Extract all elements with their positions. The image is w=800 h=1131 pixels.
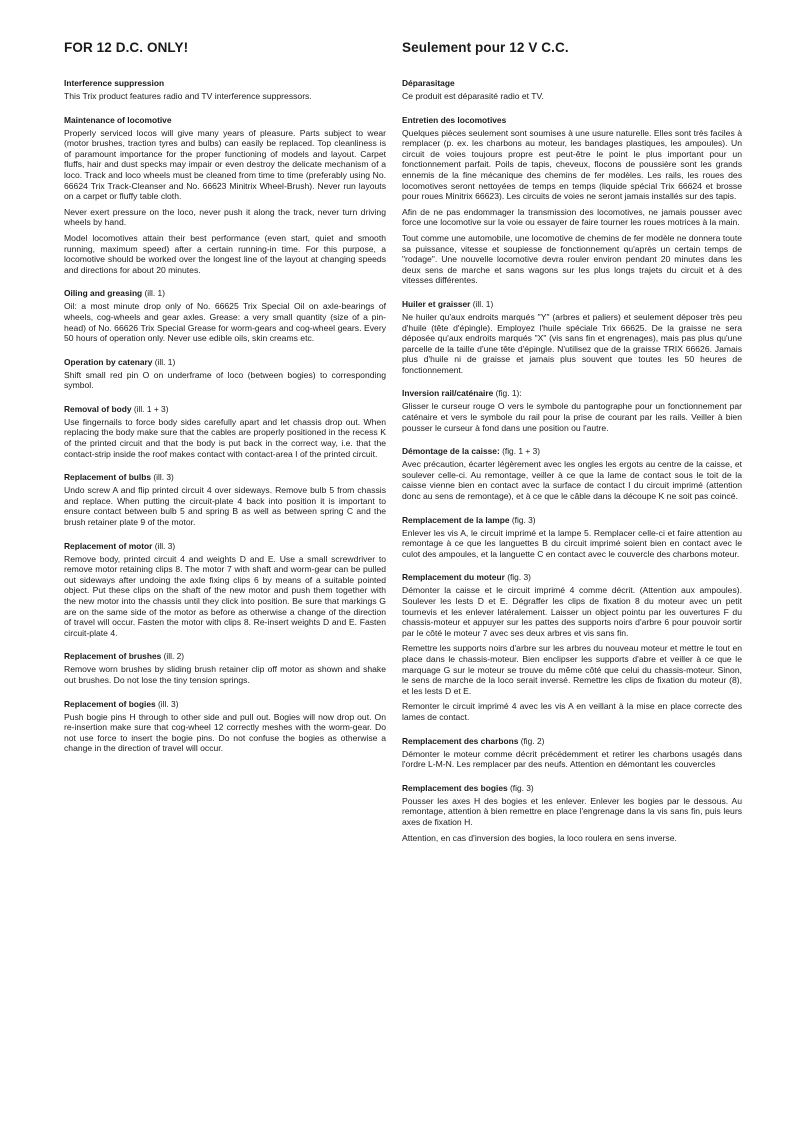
section: [64, 357, 386, 391]
section: [64, 472, 386, 527]
section-heading: [64, 115, 386, 125]
section-heading: [402, 388, 742, 398]
paragraph: Ne huiler qu'aux endroits marqués "Y" (arbres et paliers) et seulement déposer très peu d'huile (tête d'épingle). Employez l'huile spéciale Trix 66625. De la graisse ne sera déposée qu'aux endroits marqués "X" (vis sans fin et engrenages), mais pas plus qu'une parcelle de la taille d'une tête d'épingle. N'utilisez que de la graisse TRIX 66626. Jamais plus d'huile ni de graisse et jamais plus souvent que toutes les 50 heures de fonctionnement.: [402, 311, 742, 375]
section-heading: [64, 357, 386, 367]
section: [402, 515, 742, 560]
paragraph: Model locomotives attain their best performance (even start, quiet and smooth running, maximum speed) after a certain running-in time. For this purpose, a locomotive should be worked over the longest line of the layout at changing speeds and directions for about 20 minutes.: [64, 232, 386, 275]
section-heading-text: Entretien des locomotives: [402, 114, 507, 125]
illustration-reference: (ill. 3): [153, 472, 174, 483]
section-heading-text: Operation by catenary: [64, 356, 153, 367]
paragraph: Shift small red pin O on underframe of loco (between bogies) to corresponding symbol.: [64, 369, 386, 391]
english-sections: [64, 78, 386, 754]
section-heading-text: Démontage de la caisse:: [402, 446, 500, 457]
section: [402, 446, 742, 501]
paragraph: Push bogie pins H through to other side and pull out. Bogies will now drop out. On re-insertion make sure that cog-wheel 12 correctly meshes with the worm-gear. Do not use force to insert the bogie pins. Do not confuse the bogies as otherwise a change in the direction of travel will occur.: [64, 711, 386, 754]
section-heading: [402, 736, 742, 746]
illustration-reference: (fig. 3): [509, 782, 534, 793]
section-heading-text: Déparasitage: [402, 78, 455, 88]
section: [402, 78, 742, 102]
section-heading: [64, 288, 386, 298]
section-heading: [64, 541, 386, 551]
section: [402, 299, 742, 376]
illustration-reference: (ill. 2): [163, 651, 185, 662]
section-heading: [64, 699, 386, 709]
illustration-reference: (ill. 1): [154, 356, 176, 367]
section-heading-text: Remplacement des charbons: [402, 735, 519, 746]
section-heading: [402, 115, 742, 125]
french-sections: [402, 78, 742, 843]
section: [64, 404, 386, 459]
section: [402, 572, 742, 722]
paragraph: Démonter le moteur comme décrit précédemment et retirer les charbons usagés dans l'ordre L-M-N. Les remplacer par des neufs. Attention en démontant les couvercles: [402, 748, 742, 770]
paragraph: Avec précaution, écarter légèrement avec les ongles les ergots au centre de la caisse, et soulever celle-ci. Au remontage, veiller à ce que la lame de contact sous le toit de la caisse vienne bien en contact avec la surface de contact I du circuit imprimé (attention donc au sens de remontage), et à ce que le câble dans la découpe K ne soit pas coincé.: [402, 459, 742, 502]
section-heading-text: Remplacement du moteur: [402, 572, 505, 583]
paragraph: Remove body, printed circuit 4 and weights D and E. Use a small screwdriver to remove motor retaining clips 8. The motor 7 with shaft and worm-gear can be pulled out sideways after undoing the axle fixing clips 6 by means of a suitable pointed object. Put these clips on the shaft of the new motor and push them together with the new motor into the chassis until they click into position. Be sure that markings G are on the same side of the motor as before as otherwise a change of the direction of travel will occur. Fasten the motor with clips 8. Re-insert weights D and E. Fasten circuit-plate 4.: [64, 553, 386, 638]
section: [402, 736, 742, 770]
section: [64, 699, 386, 754]
paragraph: Quelques pièces seulement sont soumises à une usure naturelle. Elles sont très faciles à remplacer (p. ex. les charbons au moteur, les bandages plastiques, les ampoules). Un circuit de voies toujours propre est peut-être le point le plus important pour un fonctionnement parfait. Poils de tapis, cheveux, flocons de poussière sont les grands ennemis de la fine mécanique des chemins de fer modèles. Les rails, les roues des locomotives seront nettoyées de temps en temps (liquide spécial Trix 66624 et brosse pour roues Minitrix 66623). Les circuits de voies ne seront jamais installés sur des tapis.: [402, 127, 742, 202]
paragraph: Undo screw A and flip printed circuit 4 over sideways. Remove bulb 5 from chassis and replace. When putting the circuit-plate 4 back into position it is important to ensure contact between bulb 5 and spring B as well as between spring C and the brush retainer plate 9 of the motor.: [64, 485, 386, 528]
paragraph: Afin de ne pas endommager la transmission des locomotives, ne jamais pousser avec force une locomotive sur la voie ou essayer de faire tourner les roues motrices à la main.: [402, 206, 742, 228]
section-heading-text: Removal of body: [64, 403, 132, 414]
section: [402, 783, 742, 843]
section-heading-text: Oiling and greasing: [64, 288, 143, 299]
illustration-reference: (ill. 1): [472, 298, 494, 309]
section-heading-text: Replacement of bogies: [64, 698, 156, 709]
section-heading: [402, 783, 742, 793]
section: [402, 388, 742, 433]
section: [402, 115, 742, 286]
illustration-reference: (fig. 1 + 3): [502, 446, 541, 457]
paragraph: Remove worn brushes by sliding brush retainer clip off motor as shown and shake out brushes. Do not lose the tiny tension springs.: [64, 664, 386, 685]
paragraph: Remonter le circuit imprimé 4 avec les vis A en veillant à la mise en place correcte des lames de contact.: [402, 701, 742, 722]
paragraph: Remettre les supports noirs d'arbre sur les arbres du nouveau moteur et mettre le tout en place dans le chassis-moteur. Bien enclipser les supports d'abre et veiller à ce que le marquage G sur le moteur se trouve du même côté que celui du chassis-moteur. Sinon, le sens de marche de la loco serait inversé. Remettre les clips de fixation du moteur (8), et les lests D et E.: [402, 643, 742, 696]
section-heading: [64, 472, 386, 482]
section-heading-text: Remplacement des bogies: [402, 782, 508, 793]
page-title-english: FOR 12 D.C. ONLY!: [64, 40, 189, 55]
paragraph: Oil: a most minute drop only of No. 66625 Trix Special Oil on axle-bearings of wheels, cog-wheels and gear axles. Grease: a very small quantity (size of a pin-head) of No. 66626 Trix Special Grease for worm-gears and cog-wheel gears. Every 50 hours of operation only. Never use edible oils, skin creams etc.: [64, 301, 386, 344]
paragraph: Tout comme une automobile, une locomotive de chemins de fer modèle ne donnera toute sa puissance, vitesse et soupiesse de fonctionnement qu'après un certain temps de "rodage". Une nouvelle locomotive devra rouler environ pendant 20 minutes dans les deux sens de marche et sans wagons sur les plus longs trajets du circuit et à des vitesses différentes.: [402, 232, 742, 286]
illustration-reference: (fig. 1):: [495, 388, 522, 399]
paragraph: This Trix product features radio and TV interference suppressors.: [64, 91, 312, 101]
illustration-reference: (ill. 3): [154, 540, 176, 551]
paragraph: Ce produit est déparasité radio et TV.: [402, 91, 544, 101]
paragraph: Enlever les vis A, le circuit imprimé et la lampe 5. Remplacer celle-ci et faire attention au remontage à ce que les languettes B du circuit imprimé soient bien en contact avec le culot des ampoules, et la languette C en contact avec le couvercle des charbons moteur.: [402, 527, 742, 559]
illustration-reference: (ill. 3): [158, 698, 179, 709]
paragraph: Glisser le curseur rouge O vers le symbole du pantographe pour un fonctionnement par caténaire et vers le symbole du rail pour la prise de courant par les rails. Veiller à bien pousser le curseur à fond dans une position ou l'autre.: [402, 401, 742, 433]
section-heading: [402, 572, 742, 582]
section: [64, 78, 386, 102]
section-heading: [402, 446, 742, 456]
section-heading-text: Huiler et graisser: [402, 298, 471, 309]
illustration-reference: (ill. 1 + 3): [133, 403, 169, 414]
illustration-reference: (fig. 3): [511, 514, 536, 525]
section-heading: [402, 78, 742, 88]
section-heading-text: Inversion rail/caténaire: [402, 388, 494, 399]
paragraph: Attention, en cas d'inversion des bogies, la loco roulera en sens inverse.: [402, 832, 677, 843]
illustration-reference: (fig. 2): [520, 735, 545, 746]
section-heading-text: Maintenance of locomotive: [64, 114, 172, 125]
paragraph: Properly serviced locos will give many years of pleasure. Parts subject to wear (motor brushes, traction tyres and bulbs) can easily be replaced. Top cleanliness is of paramount importance for the proper functioning of models and layout. Carpet fluffs, hair and dust specks may impair or even destroy the delicate mechanism of a loco. Track and loco wheels must be cleaned from time to time (preferably using No. 66624 Trix Track-Cleanser and No. 66623 Minitrix Wheel-Brush). Never run layouts on a carpet or fluffy table cloth.: [64, 127, 386, 202]
french-column: [402, 40, 742, 856]
section-heading-text: Replacement of bulbs: [64, 472, 152, 483]
section-heading: [64, 651, 386, 661]
english-column: [64, 40, 386, 767]
section-heading-text: Interference suppression: [64, 78, 165, 88]
page-title-french: Seulement pour 12 V C.C.: [402, 40, 569, 55]
paragraph: Démonter la caisse et le circuit imprimé 4 comme décrit. (Attention aux ampoules). Soulever les lests D et E. Dégraffer les clips de fixation 8 du moteur avec un petit tournevis et les enlever latéralement. Laisser un object pointu par les ouvertures F du chassis-moteur et appuyer sur les pattes des supports noirs d'arbre 6 pour pouvoir sortir par le côté le moteur 7 avec ses deux arbres et vis sans fin.: [402, 585, 742, 638]
paragraph: Use fingernails to force body sides carefully apart and let chassis drop out. When replacing the body make sure that the cables are properly positioned in the recess K of the printed circuit and that the body is put back in the correct way, i.e. that the contact-strip inside the roof makes contact with contact-area I of the printed circuit.: [64, 416, 386, 459]
section: [64, 115, 386, 276]
section: [64, 288, 386, 343]
section-heading: [64, 78, 386, 88]
section: [64, 651, 386, 685]
section: [64, 541, 386, 639]
section-heading-text: Replacement of motor: [64, 540, 153, 551]
section-heading-text: Replacement of brushes: [64, 651, 162, 662]
paragraph: Never exert pressure on the loco, never push it along the track, never turn driving wheels by hand.: [64, 206, 386, 228]
section-heading: [64, 404, 386, 414]
section-heading: [402, 299, 742, 309]
section-heading: [402, 515, 742, 525]
illustration-reference: (fig. 3): [507, 572, 531, 583]
paragraph: Pousser les axes H des bogies et les enlever. Enlever les bogies par le dessous. Au remontage, attention à bien remettre en place l'engrenage dans la vis sans fin, puis leurs axes de fixation H.: [402, 795, 742, 827]
illustration-reference: (ill. 1): [144, 288, 165, 299]
section-heading-text: Remplacement de la lampe: [402, 514, 510, 525]
